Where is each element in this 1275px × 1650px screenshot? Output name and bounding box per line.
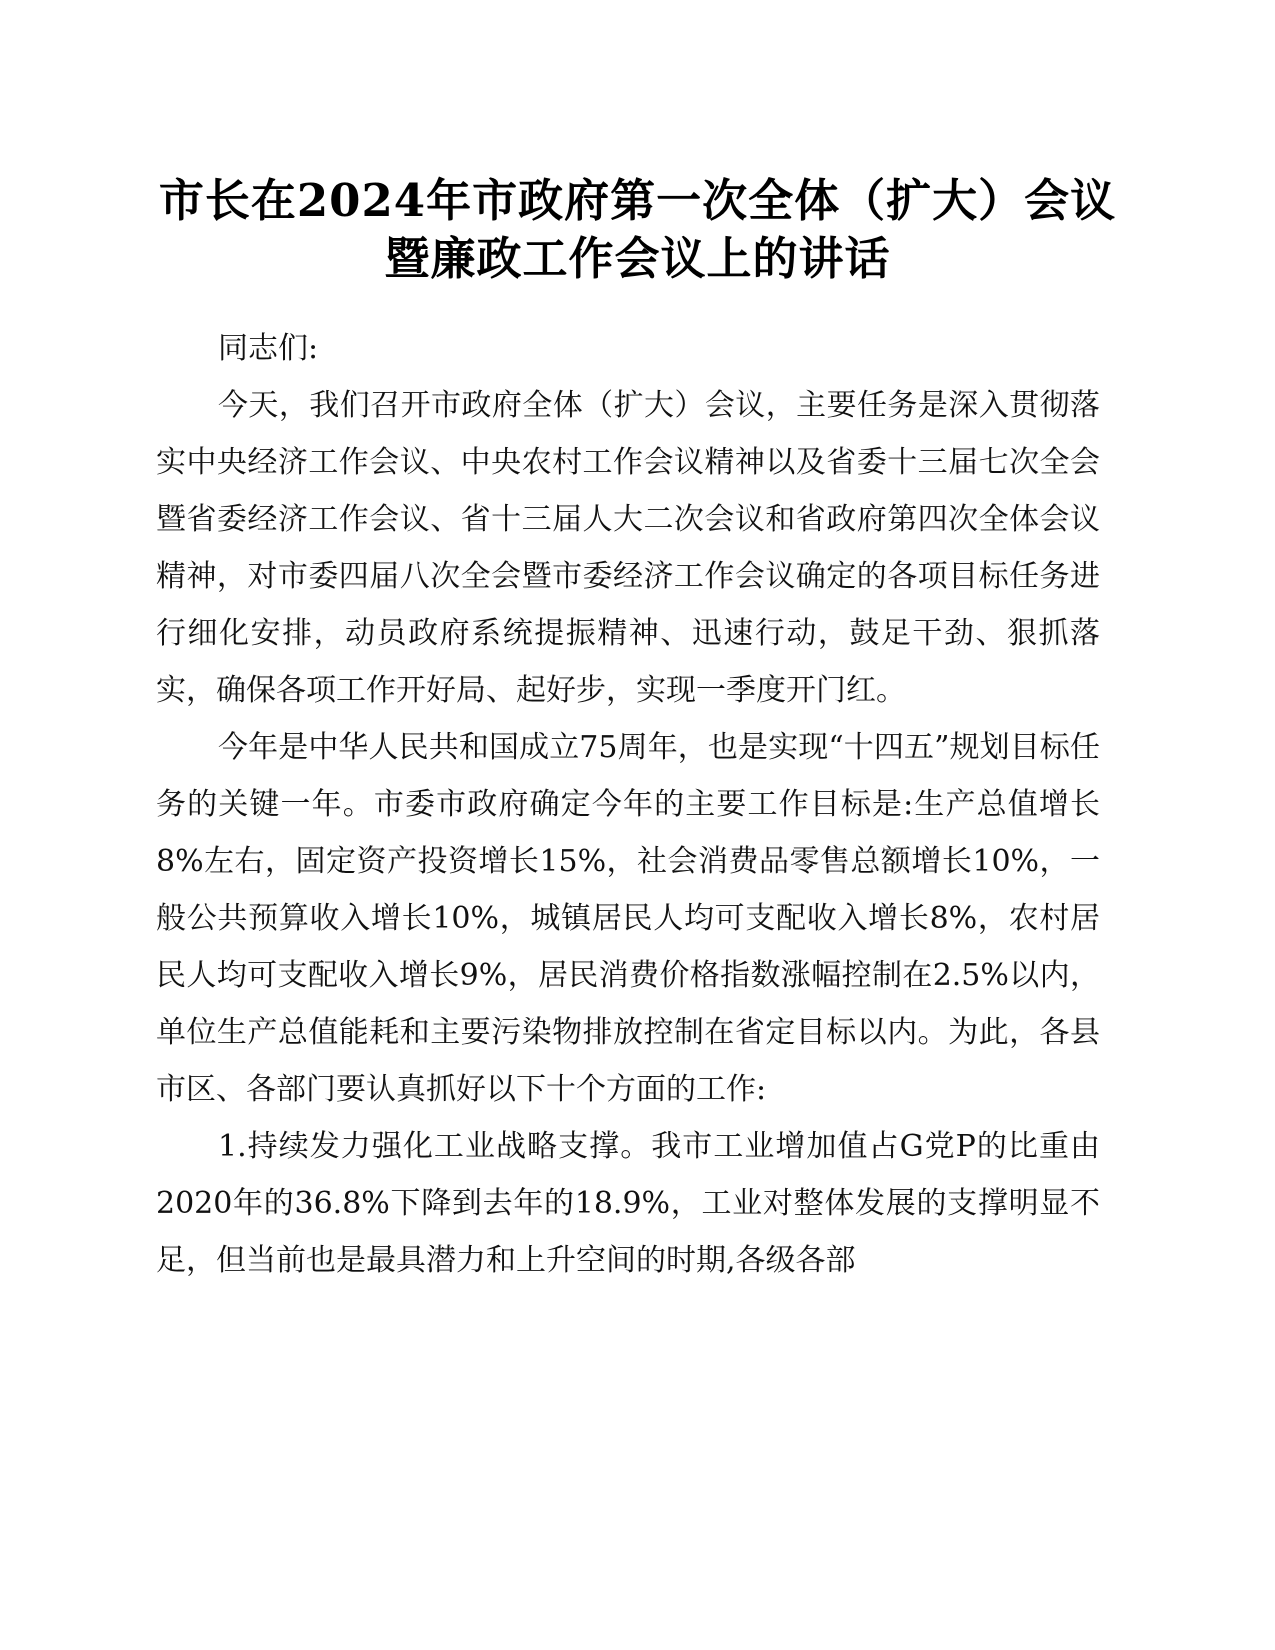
paragraph-intro: 今天，我们召开市政府全体（扩大）会议，主要任务是深入贯彻落实中央经济工作会议、中央农村工作会议精神以及省委十三届七次全会暨省委经济工作会议、省十三届人大二次会议和省政府第四次全体会议精神，对市委四届八次全会暨市委经济工作会议确定的各项目标任务进行细化安排，动员政府系统提振精神、迅速行动，鼓足干劲、狠抓落实，确保各项工作开好局、起好步，实现一季度开门红。 xyxy=(156,388,1100,708)
title-line-1: 市长在2024年市政府第一次全体（扩大）会议 xyxy=(158,174,1117,227)
paragraph-item-1: 1.持续发力强化工业战略支撑。我市工业增加值占G党P的比重由2020年的36.8%下降到去年的18.9%，工业对整体发展的支撑明显不足，但当前也是最具潜力和上升空间的时期,各级各部 xyxy=(156,1129,1100,1278)
document-body xyxy=(156,320,1100,1289)
salutation: 同志们: xyxy=(218,331,319,366)
document-title xyxy=(150,172,1125,288)
paragraph-goals: 今年是中华人民共和国成立75周年，也是实现“十四五”规划目标任务的关键一年。市委市政府确定今年的主要工作目标是:生产总值增长8%左右，固定资产投资增长15%，社会消费品零售总额增长10%，一般公共预算收入增长10%，城镇居民人均可支配收入增长8%，农村居民人均可支配收入增长9%，居民消费价格指数涨幅控制在2.5%以内，单位生产总值能耗和主要污染物排放控制在省定目标以内。为此，各县市区、各部门要认真抓好以下十个方面的工作: xyxy=(156,730,1100,1107)
title-line-2: 暨廉政工作会议上的讲话 xyxy=(384,232,891,285)
